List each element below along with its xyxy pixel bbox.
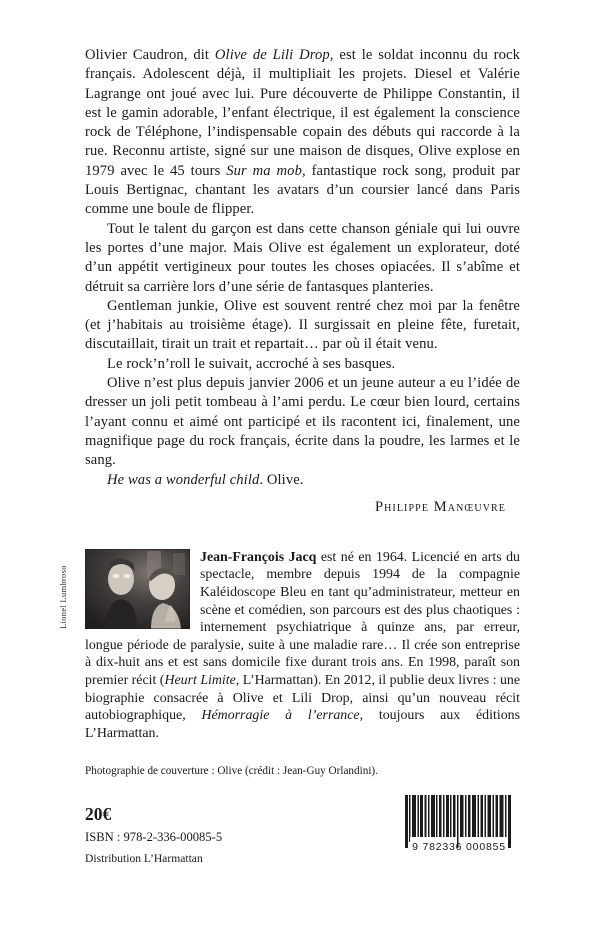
blurb-paragraph: He was a wonderful child. Olive. [107, 471, 304, 488]
italic-title: Olive de Lili Drop [214, 47, 330, 63]
bio-section [58, 549, 521, 743]
author-name: Jean-François Jacq [200, 549, 317, 565]
blurb-paragraph: Olivier Caudron, dit Olive de Lili Drop, est le soldat inconnu du rock français. Adolescent déjà, il multipliait les projets. Diesel et Valérie Lagrange ont joué avec lui. Pure découverte de Philippe Constantin, il est le gamin adorable, l’enfant électrique, il est également la conscience rock de Téléphone, l’indispensable copain des débuts qui raccorde à la rue. Reconnu artiste, signé sur une maison de disques, Olive explose en 1979 avec le 45 tours Sur ma mob, fantastique rock song, produit par Louis Bertignac, chantant les avatars d’un coursier lancé dans Paris comme une boule de flipper. [85, 47, 520, 218]
italic-title: Heurt Limite [164, 672, 236, 688]
italic-title: Sur ma mob [226, 162, 302, 179]
author-photo-frame [58, 549, 190, 629]
signature: Philippe Manœuvre [374, 498, 506, 515]
author-photo [85, 549, 190, 629]
isbn: ISBN : 978-2-336-00085-5 [85, 830, 223, 845]
author-bio: Jean-François Jacq est né en 1964. Licencié en arts du spectacle, membre depuis 1994 de la compagnie Kaléidoscope Bleu en tant qu’administrateur, metteur en scène et comédien, son parcours est des plus chaotiques : internement psychiatrique à quinze ans, par erreur, longue période de paralysie, suite à une maladie rare… Il crée son entreprise à dix-huit ans et est sans domicile fixe durant trois ans. En 1998, paraît son premier récit (Heurt Limite, L’Harmattan). En 2012, il publie deux livres : une biographie consacrée à Olive et Lili Drop, ainsi qu’un nouveau récit autobiographique, Hémorragie à l’errance, toujours aux éditions L’Harmattan. [85, 549, 521, 741]
photo-credit-vertical: Lionel Lumbroso [58, 565, 68, 629]
italic-title: Hémorragie à l’errance [201, 708, 360, 724]
barcode [405, 795, 512, 857]
barcode-digits: 9 782336 000855 [412, 841, 506, 854]
blurb-paragraph: Tout le talent du garçon est dans cette chanson géniale qui lui ouvre les portes d’une major. Mais Olive est également un explorateur, doté d’un appétit vertigineux pour toutes les choses opiacées. Il s’abîme et détruit sa carrière lors d’une série de fantasques planteries. [85, 220, 520, 295]
price: 20€ [85, 804, 112, 825]
blurb-section [85, 46, 520, 516]
italic-quote: He was a wonderful child [107, 471, 260, 488]
blurb-paragraph: Gentleman junkie, Olive est souvent rentré chez moi par la fenêtre (et j’habitais au troisième étage). Il surgissait en pleine fête, furetait, discutaillait, tirait un trait et repartait… par où il était venu. [85, 297, 520, 353]
distribution: Distribution L’Harmattan [85, 852, 203, 866]
blurb-paragraph: Olive n’est plus depuis janvier 2006 et un jeune auteur a eu l’idée de dresser un joli petit tombeau à l’ami perdu. Le cœur bien lourd, certains l’ayant connu et aimé ont participé et ils racontent ici, finalement, une magnifique page du rock français, écrite dans la poudre, les larmes et le sang. [85, 375, 520, 469]
cover-photo-credit: Photographie de couverture : Olive (crédit : Jean-Guy Orlandini). [85, 765, 378, 778]
blurb-paragraph: Le rock’n’roll le suivait, accroché à ses basques. [107, 355, 396, 372]
footer [85, 804, 520, 866]
